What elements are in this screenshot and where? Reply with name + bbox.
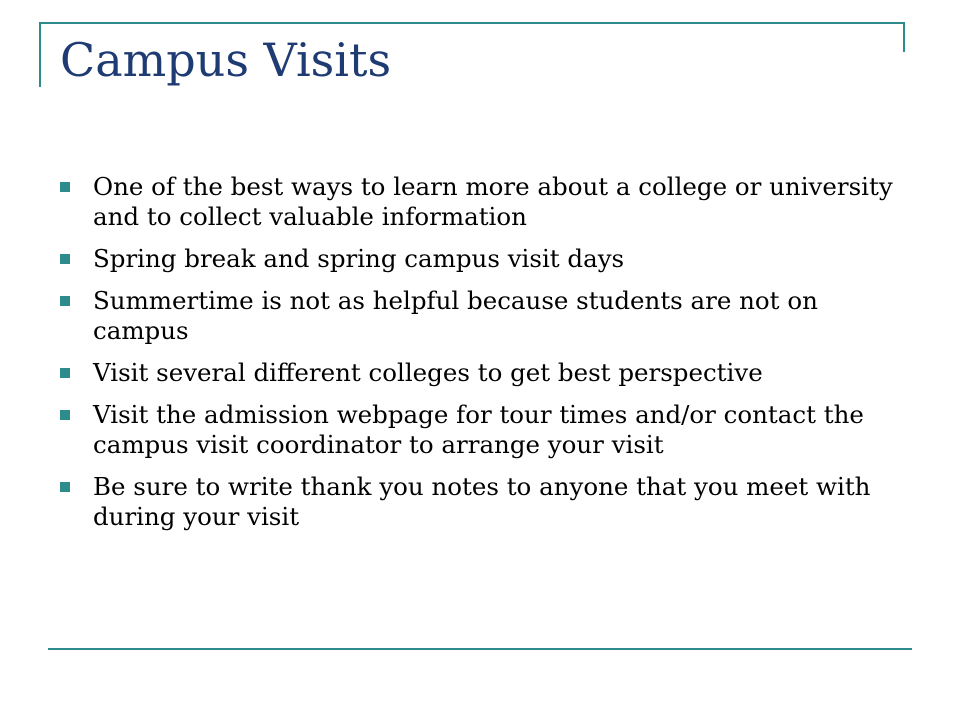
bullet-text: Visit several different colleges to get best perspective (93, 358, 763, 387)
bullet-item (60, 244, 910, 274)
bullet-text: Spring break and spring campus visit days (93, 244, 625, 273)
square-bullet-icon (60, 182, 70, 192)
frame-right-rule (903, 22, 905, 52)
bullet-text: Be sure to write thank you notes to anyone that you meet with during your visit (93, 472, 871, 531)
frame-top-rule (39, 22, 903, 24)
bullet-item (60, 172, 910, 232)
bullet-list (60, 172, 910, 544)
square-bullet-icon (60, 482, 70, 492)
bullet-item (60, 358, 910, 388)
frame-bottom-rule (48, 648, 912, 650)
bullet-item (60, 286, 910, 346)
square-bullet-icon (60, 368, 70, 378)
slide-title: Campus Visits (60, 33, 392, 87)
bullet-text: Visit the admission webpage for tour times and/or contact the campus visit coordinator to arrange your visit (93, 400, 864, 459)
frame-left-rule (39, 22, 41, 87)
bullet-text: One of the best ways to learn more about a college or university and to collect valuable information (93, 172, 893, 231)
square-bullet-icon (60, 410, 70, 420)
square-bullet-icon (60, 254, 70, 264)
square-bullet-icon (60, 296, 70, 306)
bullet-text: Summertime is not as helpful because students are not on campus (93, 286, 818, 345)
bullet-item (60, 400, 910, 460)
bullet-item (60, 472, 910, 532)
